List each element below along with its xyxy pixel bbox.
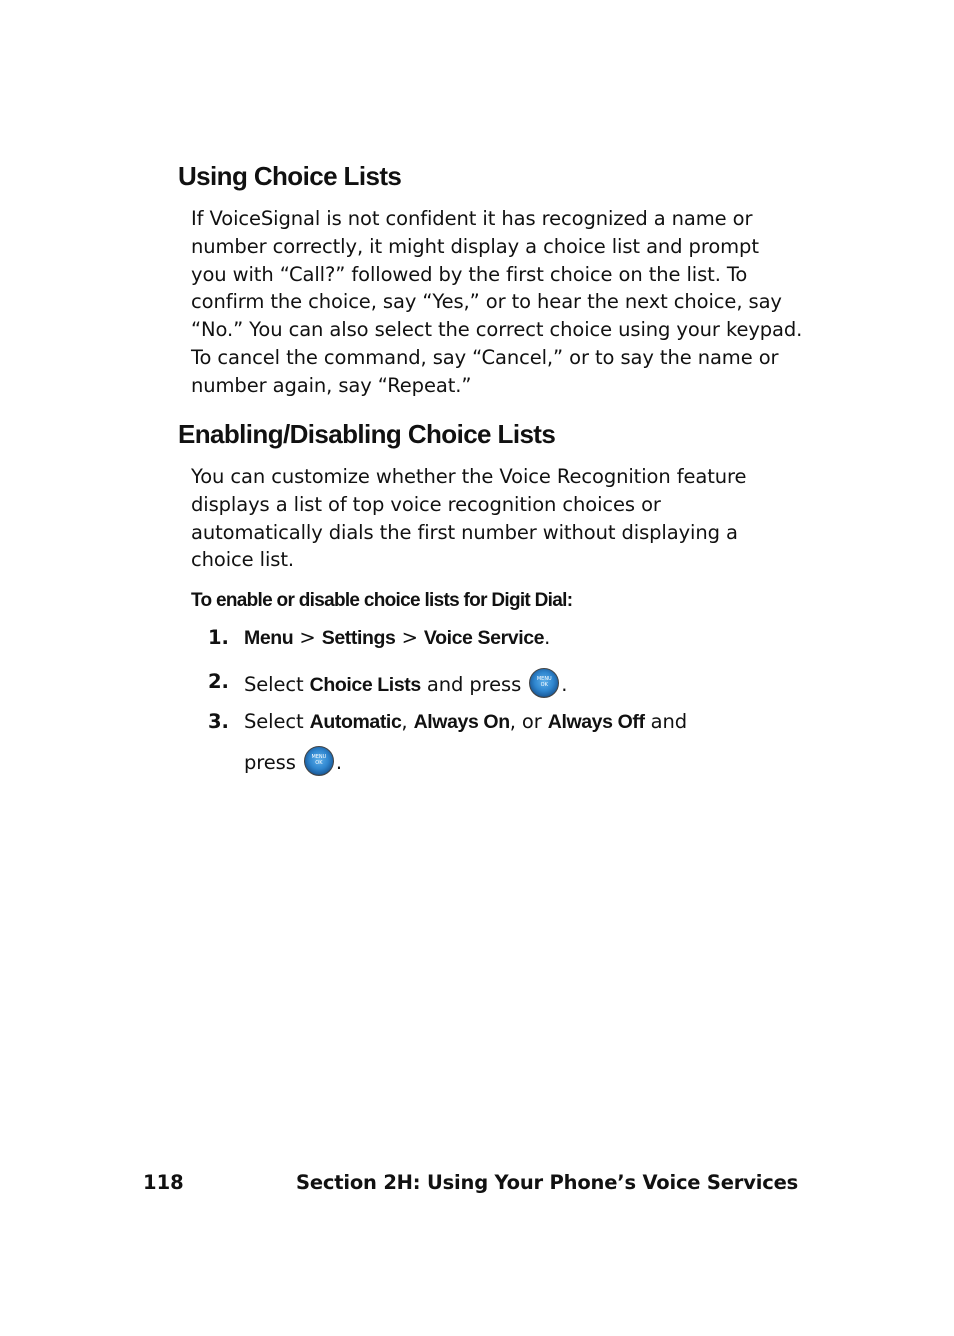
menu-ok-key-icon — [304, 746, 334, 776]
paragraph-enabling-disabling — [191, 463, 746, 574]
period: . — [335, 751, 342, 774]
step-text — [244, 668, 567, 699]
text-line: “No.” You can also select the correct choice using your keypad. — [191, 318, 803, 342]
key-label: MENU OK — [311, 754, 327, 766]
text: and press — [420, 673, 528, 696]
menu-ok-key-icon — [529, 668, 559, 698]
text: , or — [509, 710, 548, 733]
text-line: automatically dials the first number without displaying a — [191, 520, 738, 544]
footer-page-number: 118 — [143, 1171, 184, 1194]
step-text — [244, 624, 550, 652]
text: Select — [244, 710, 310, 733]
voice-service-label: Voice Service — [423, 627, 545, 649]
period: . — [544, 626, 551, 649]
text-line: you with “Call?” followed by the first choice on the list. To — [191, 262, 748, 286]
text: Select — [244, 673, 310, 696]
text-line: displays a list of top voice recognition choices or — [191, 492, 661, 516]
step-number: 3. — [208, 710, 229, 733]
text-line: number again, say “Repeat.” — [191, 373, 472, 397]
step-text — [244, 708, 687, 736]
text-line: choice list. — [191, 548, 294, 572]
choice-lists-label: Choice Lists — [309, 674, 421, 696]
key-label: MENU OK — [536, 676, 552, 688]
step-3-continued — [244, 746, 342, 776]
text: press — [244, 751, 302, 774]
always-off-label: Always Off — [547, 711, 645, 733]
step-number: 2. — [208, 670, 229, 693]
text: and — [644, 710, 688, 733]
paragraph-using-choice-lists — [191, 205, 802, 400]
text: , — [401, 710, 414, 733]
settings-label: Settings — [321, 627, 396, 649]
text-line: You can customize whether the Voice Recognition feature — [191, 465, 747, 488]
text-line: number correctly, it might display a choice list and prompt — [191, 234, 759, 258]
separator: > — [395, 626, 424, 649]
separator: > — [293, 626, 322, 649]
step-number: 1. — [208, 626, 229, 649]
procedure-title: To enable or disable choice lists for Digit Dial: — [191, 590, 573, 611]
menu-label: Menu — [244, 627, 294, 649]
automatic-label: Automatic — [309, 711, 402, 733]
heading-using-choice-lists: Using Choice Lists — [178, 161, 402, 191]
text-line: To cancel the command, say “Cancel,” or to say the name or — [191, 345, 779, 369]
period: . — [561, 673, 568, 696]
heading-enabling-disabling-choice-lists: Enabling/Disabling Choice Lists — [178, 419, 556, 449]
always-on-label: Always On — [413, 711, 510, 733]
footer-section-title: Section 2H: Using Your Phone’s Voice Services — [296, 1171, 798, 1194]
text-line: confirm the choice, say “Yes,” or to hear the next choice, say — [191, 290, 782, 314]
text-line: If VoiceSignal is not confident it has recognized a name or — [191, 207, 753, 230]
